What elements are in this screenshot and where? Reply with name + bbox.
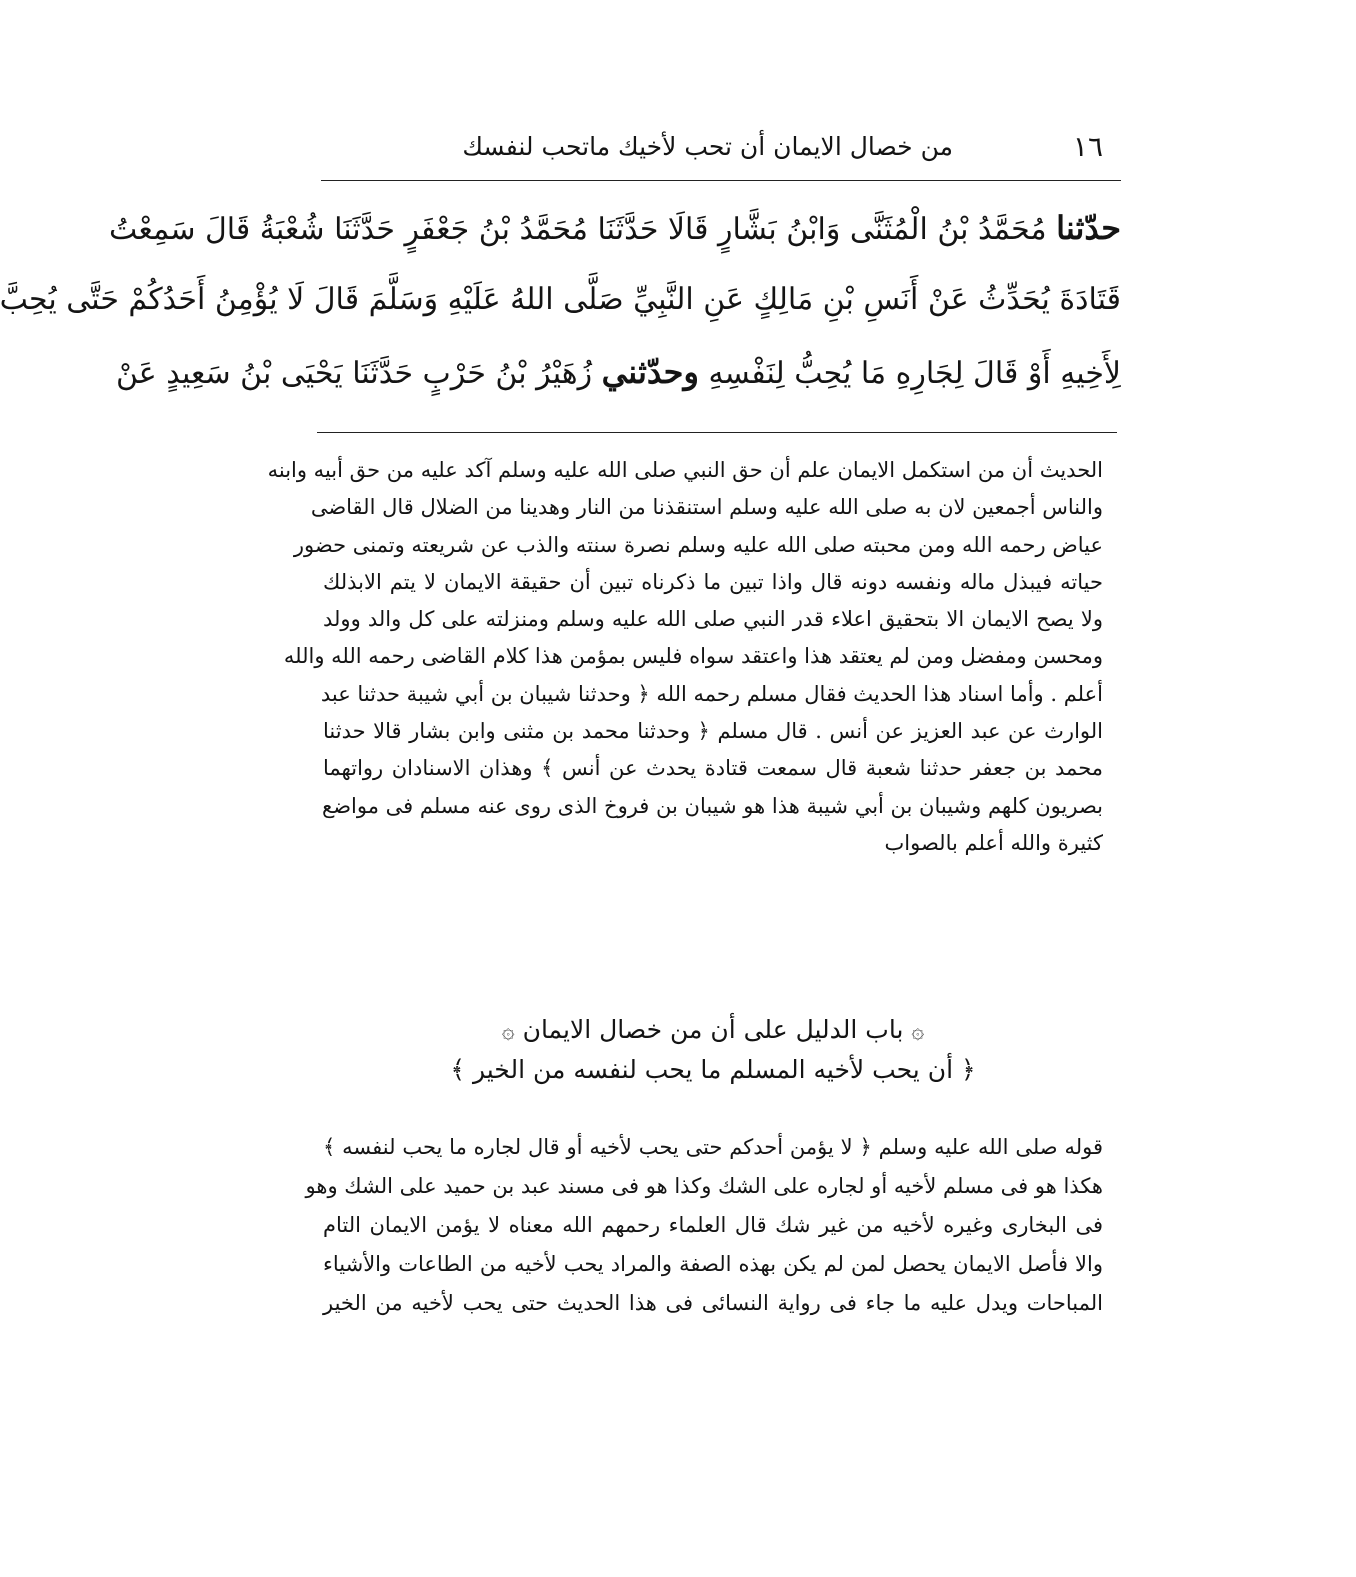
hadith-line-text: زُهَيْرُ بْنُ حَرْبٍ حَدَّثَنَا يَحْيَى بْنُ سَعِيدٍ عَنْ bbox=[115, 356, 593, 391]
commentary-line: والناس أجمعين لان به صلى الله عليه وسلم استنقذنا من النار وهدينا من الضلال قال القاضى bbox=[310, 495, 1103, 520]
commentary-line: قوله صلى الله عليه وسلم ﴿ لا يؤمن أحدكم حتى يحب لأخيه أو قال لجاره ما يحب لنفسه ﴾ bbox=[323, 1135, 1103, 1159]
hadith-line-text: قَتَادَةَ يُحَدِّثُ عَنْ أَنَسِ بْنِ مَالِكٍ عَنِ النَّبِيِّ صَلَّى اللهُ عَلَيْهِ وَسَلَّمَ قَالَ لَا يُؤْمِنُ أَحَدُكُمْ حَتَّى يُحِبَّ bbox=[0, 282, 1121, 317]
commentary-line: هكذا هو فى مسلم لأخيه أو لجاره على الشك وكذا هو فى مسند عبد بن حميد على الشك وهو bbox=[305, 1174, 1103, 1198]
header-rule bbox=[321, 180, 1121, 181]
commentary-line: ولا يصح الايمان الا بتحقيق اعلاء قدر النبي صلى الله عليه وسلم ومنزلته على كل والد وولد bbox=[323, 607, 1103, 632]
ornament-icon: ۞ bbox=[911, 1019, 925, 1044]
hadith-text bbox=[0, 196, 1121, 412]
commentary-line: المباحات ويدل عليه ما جاء فى رواية النسائى فى هذا الحديث حتى يحب لأخيه من الخير bbox=[323, 1291, 1103, 1315]
page-header bbox=[323, 128, 1123, 172]
commentary-line: والا فأصل الايمان يحصل لمن لم يكن بهذه الصفة والمراد يحب لأخيه من الطاعات والأشياء bbox=[323, 1252, 1103, 1276]
commentary-line: الوارث عن عبد العزيز عن أنس . قال مسلم ﴿ وحدثنا محمد بن مثنى وابن بشار قالا حدثنا bbox=[323, 719, 1103, 744]
commentary-line: كثيرة والله أعلم بالصواب bbox=[884, 830, 1103, 855]
chapter-title-line2: ﴿ أن يحب لأخيه المسلم ما يحب لنفسه من الخير ﴾ bbox=[450, 1055, 976, 1084]
hadith-line bbox=[109, 196, 1121, 268]
hadith-line-text: لِأَخِيهِ أَوْ قَالَ لِجَارِهِ مَا يُحِبُّ لِنَفْسِهِ bbox=[708, 356, 1121, 391]
section-rule bbox=[317, 432, 1117, 433]
ornament-icon: ۞ bbox=[501, 1019, 515, 1044]
hadith-line bbox=[0, 268, 1121, 340]
commentary-line: فى البخارى وغيره لأخيه من غير شك قال العلماء رحمهم الله معناه لا يؤمن الايمان التام bbox=[323, 1213, 1103, 1237]
chapter-title: باب الدليل على أن من خصال الايمان bbox=[522, 1015, 904, 1044]
commentary-line: عياض رحمه الله ومن محبته صلى الله عليه وسلم نصرة سنته والذب عن شريعته وتمنى حضور bbox=[293, 532, 1103, 557]
commentary-text-2 bbox=[305, 1128, 1103, 1323]
commentary-line: أعلم . وأما اسناد هذا الحديث فقال مسلم رحمه الله ﴿ وحدثنا شيبان بن أبي شيبة حدثنا عبد bbox=[320, 681, 1103, 706]
commentary-line: الحديث أن من استكمل الايمان علم أن حق النبي صلى الله عليه وسلم آكد عليه من حق أبيه وابنه bbox=[267, 458, 1103, 482]
commentary-line: ومحسن ومفضل ومن لم يعتقد هذا واعتقد سواه فليس بمؤمن هذا كلام القاضى رحمه الله والله bbox=[283, 644, 1103, 669]
running-title: من خصال الايمان أن تحب لأخيك ماتحب لنفسك bbox=[462, 132, 953, 161]
hadith-line bbox=[115, 340, 1121, 412]
hadith-mark: حدّثنا bbox=[1056, 209, 1121, 247]
page-number: ١٦ bbox=[1072, 130, 1103, 163]
commentary-text bbox=[267, 452, 1103, 862]
chapter-heading bbox=[323, 1010, 1103, 1090]
commentary-line: بصريون كلهم وشيبان بن أبي شيبة هذا هو شيبان بن فروخ الذى روى عنه مسلم فى مواضع bbox=[322, 793, 1103, 818]
commentary-line: حياته فيبذل ماله ونفسه دونه قال واذا تبين ما ذكرناه تبين أن حقيقة الايمان لا يتم الابذلك bbox=[323, 569, 1103, 594]
hadith-line-text: مُحَمَّدُ بْنُ الْمُثَنَّى وَابْنُ بَشَّارٍ قَالَا حَدَّثَنَا مُحَمَّدُ بْنُ جَعْفَرٍ حَدَّثَنَا شُعْبَةُ قَالَ سَمِعْتُ bbox=[109, 212, 1047, 247]
commentary-line: محمد بن جعفر حدثنا شعبة قال سمعت قتادة يحدث عن أنس ﴾ وهذان الاسنادان رواتهما bbox=[323, 756, 1103, 781]
chapter-title-line1 bbox=[323, 1010, 1103, 1050]
hadith-mark: وحدّثني bbox=[601, 353, 699, 391]
